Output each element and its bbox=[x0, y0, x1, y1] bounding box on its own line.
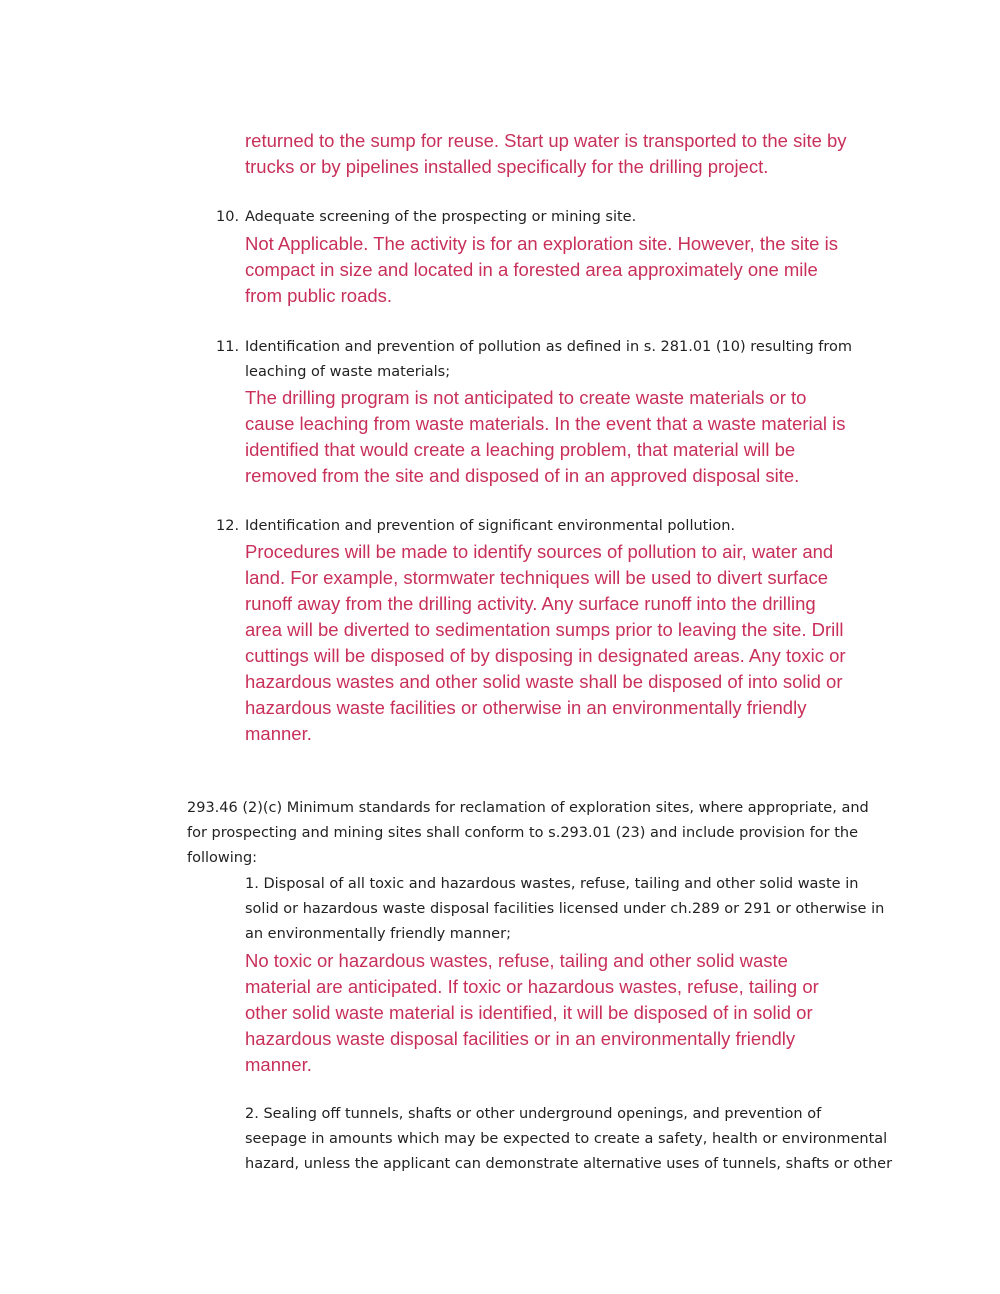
response-line: hazardous waste facilities or otherwise in an environmentally friendly bbox=[245, 697, 807, 718]
sub-item-1-response bbox=[245, 948, 819, 1078]
response-line: compact in size and located in a forested area approximately one mile bbox=[245, 259, 818, 280]
response-line: manner. bbox=[245, 1054, 312, 1075]
item-12-requirement bbox=[216, 514, 735, 539]
requirement-text: leaching of waste materials; bbox=[245, 364, 451, 380]
response-line: cuttings will be disposed of by disposing in designated areas. Any toxic or bbox=[245, 645, 846, 666]
response-line: The drilling program is not anticipated to create waste materials or to bbox=[245, 387, 807, 408]
response-line: hazardous wastes and other solid waste shall be disposed of into solid or bbox=[245, 671, 843, 692]
section-text: 293.46 (2)(c) Minimum standards for reclamation of exploration sites, where appropriate, and bbox=[187, 800, 869, 816]
response-line: cause leaching from waste materials. In the event that a waste material is bbox=[245, 413, 846, 434]
section-text: for prospecting and mining sites shall conform to s.293.01 (23) and include provision for the bbox=[187, 825, 859, 841]
requirement-text: hazard, unless the applicant can demonstrate alternative uses of tunnels, shafts or other bbox=[245, 1156, 893, 1172]
response-continued bbox=[245, 128, 847, 180]
response-line: land. For example, stormwater techniques will be used to divert surface bbox=[245, 567, 829, 588]
item-number: 12. bbox=[216, 518, 240, 534]
item-number: 10. bbox=[216, 209, 240, 225]
item-number: 11. bbox=[216, 339, 240, 355]
response-line: identified that would create a leaching problem, that material will be bbox=[245, 439, 796, 460]
requirement-text: solid or hazardous waste disposal facilities licensed under ch.289 or 291 or otherwise in bbox=[245, 901, 885, 917]
response-line: removed from the site and disposed of in an approved disposal site. bbox=[245, 465, 800, 486]
item-10-response bbox=[245, 231, 838, 309]
response-line: runoff away from the drilling activity. Any surface runoff into the drilling bbox=[245, 593, 816, 614]
requirement-text: Adequate screening of the prospecting or mining site. bbox=[245, 209, 637, 225]
requirement-text: 1. Disposal of all toxic and hazardous wastes, refuse, tailing and other solid waste in bbox=[245, 876, 859, 892]
response-line: returned to the sump for reuse. Start up water is transported to the site by bbox=[245, 130, 847, 151]
requirement-text: an environmentally friendly manner; bbox=[245, 926, 511, 942]
requirement-text: 2. Sealing off tunnels, shafts or other underground openings, and prevention of bbox=[245, 1106, 822, 1122]
response-line: hazardous waste disposal facilities or in an environmentally friendly bbox=[245, 1028, 796, 1049]
sub-item-2-requirement bbox=[245, 1102, 892, 1177]
section-text: following: bbox=[187, 850, 258, 866]
item-10-requirement bbox=[216, 205, 636, 230]
section-293-46 bbox=[187, 796, 869, 871]
item-11-response bbox=[245, 385, 846, 489]
response-line: Procedures will be made to identify sources of pollution to air, water and bbox=[245, 541, 834, 562]
response-line: other solid waste material is identified, it will be disposed of in solid or bbox=[245, 1002, 813, 1023]
item-11-requirement bbox=[216, 335, 852, 385]
response-line: Not Applicable. The activity is for an exploration site. However, the site is bbox=[245, 233, 838, 254]
sub-item-1-requirement bbox=[245, 872, 884, 947]
item-12-response bbox=[245, 539, 846, 747]
response-line: area will be diverted to sedimentation sumps prior to leaving the site. Drill bbox=[245, 619, 844, 640]
response-line: from public roads. bbox=[245, 285, 393, 306]
response-line: trucks or by pipelines installed specifically for the drilling project. bbox=[245, 156, 769, 177]
requirement-text: Identification and prevention of pollution as defined in s. 281.01 (10) resulting from bbox=[245, 339, 853, 355]
response-line: manner. bbox=[245, 723, 312, 744]
response-line: No toxic or hazardous wastes, refuse, tailing and other solid waste bbox=[245, 950, 788, 971]
requirement-text: Identification and prevention of significant environmental pollution. bbox=[245, 518, 736, 534]
response-line: material are anticipated. If toxic or hazardous wastes, refuse, tailing or bbox=[245, 976, 819, 997]
requirement-text: seepage in amounts which may be expected to create a safety, health or environmental bbox=[245, 1131, 888, 1147]
